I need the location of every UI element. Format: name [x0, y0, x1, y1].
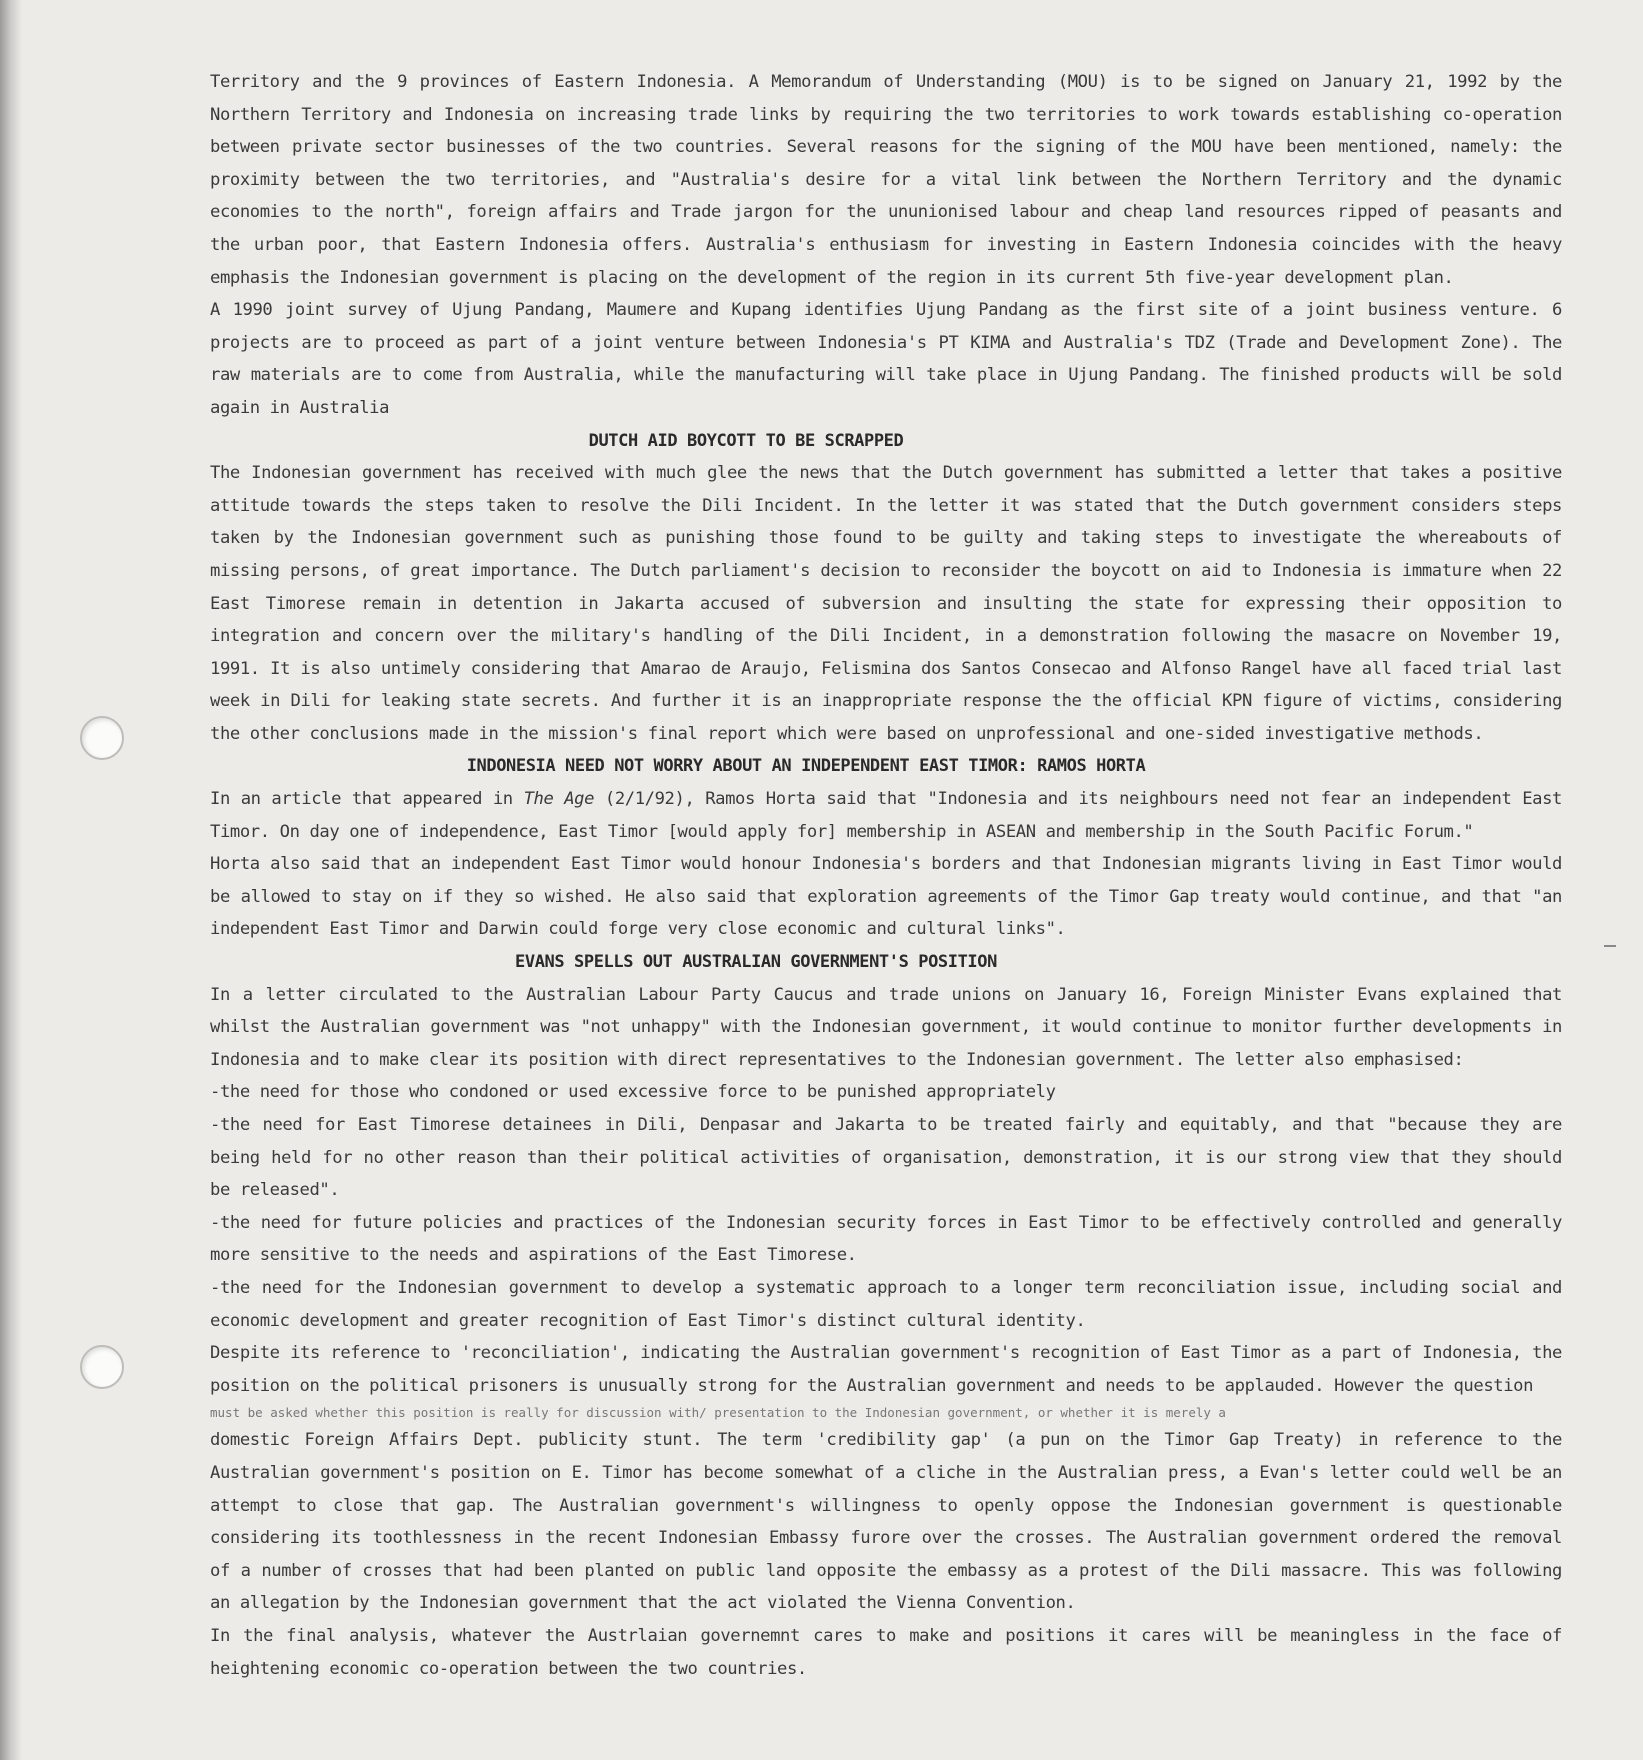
- evans-paragraph: In a letter circulated to the Australian Labour Party Caucus and trade unions on January 16, Foreign Minister Evans explained that whilst the Australian government was "not unhappy" with the Indonesian government, it would continue to monitor further developments in Indonesia and to make clear its position with direct representatives to the Indonesian government. The letter also emphasised:: [210, 984, 1562, 1070]
- closing-paragraph: In the final analysis, whatever the Austrlaian governemnt cares to make and positions it cares will be meaningless in the face of heightening economic co-operation between the two countries.: [210, 1625, 1562, 1679]
- intro-paragraph: A 1990 joint survey of Ujung Pandang, Maumere and Kupang identifies Ujung Pandang as the first site of a joint business venture. 6 projects are to proceed as part of a joint venture between Indonesia's PT KIMA and Australia's TDZ (Trade and Development Zone). The raw materials are to come from Australia, while the manufacturing will take place in Ujung Pandang. The finished products will be sold again in Australia: [210, 300, 1562, 418]
- bullet-item: -the need for those who condoned or used excessive force to be punished appropriately: [210, 1082, 1056, 1103]
- horta-paragraph: Horta also said that an independent East Timor would honour Indonesia's borders and that Indonesian migrants living in East Timor would be allowed to stay on if they so wished. He also said that exploration agreements of the Timor Gap treaty would continue, and that "an independent East Timor and Darwin could forge very close economic and cultural links".: [210, 854, 1562, 940]
- bullet-item: -the need for future policies and practices of the Indonesian security forces in East Timor to be effectively controlled and generally more sensitive to the needs and aspirations of the East Timorese.: [210, 1212, 1562, 1266]
- intro-paragraph: Territory and the 9 provinces of Eastern Indonesia. A Memorandum of Understanding (MOU) is to be signed on January 21, 1992 by the Northern Territory and Indonesia on increasing trade links by requiring the two territories to work towards establishing co-operation between private sector businesses of the two countries. Several reasons for the signing of the MOU have been mentioned, namely: the proximity between the two territories, and "Australia's desire for a vital link between the Northern Territory and the dynamic economies to the north", foreign affairs and Trade jargon for the ununionised labour and cheap land resources ripped of peasants and the urban poor, that Eastern Indonesia offers. Australia's enthusiasm for investing in Eastern Indonesia coincides with the heavy emphasis the Indonesian government is placing on the development of the region in its current 5th five-year development plan.: [210, 72, 1562, 288]
- horta-paragraph: In an article that appeared in The Age (2/1/92), Ramos Horta said that "Indonesia and its neighbours need not fear an independent East Timor. On day one of independence, East Timor [would apply for] membership in ASEAN and membership in the South Pacific Forum.": [210, 789, 1562, 842]
- section-heading: DUTCH AID BOYCOTT TO BE SCRAPPED: [588, 430, 904, 451]
- bullet-item: -the need for East Timorese detainees in Dili, Denpasar and Jakarta to be treated fairly and equitably, and that "because they are being held for no other reason than their political activities of organisation, demonstration, it is our strong view that they should be released".: [210, 1115, 1562, 1201]
- bullet-item: -the need for the Indonesian government to develop a systematic approach to a longer term reconciliation issue, including social and economic development and greater recognition of East Timor's distinct cultural identity.: [210, 1277, 1562, 1331]
- section-heading: INDONESIA NEED NOT WORRY ABOUT AN INDEPENDENT EAST TIMOR: RAMOS HORTA: [466, 756, 1146, 777]
- binding-edge-shadow: [0, 0, 22, 1760]
- document-body: [210, 66, 1562, 1685]
- evans-paragraph: Despite its reference to 'reconciliation', indicating the Australian government's recognition of East Timor as a part of Indonesia, the position on the political prisoners is unusually strong for the Australian government and needs to be applauded. However the question: [210, 1343, 1562, 1396]
- publication-title: The Age: [523, 789, 595, 810]
- garbled-line: must be asked whether this position is really for discussion with/ presentation to the Indonesian government, or whether it is merely a: [210, 1405, 1226, 1421]
- margin-mark: [1604, 945, 1616, 947]
- punch-hole: [80, 1345, 124, 1389]
- dutch-paragraph: The Indonesian government has received with much glee the news that the Dutch government has submitted a letter that takes a positive attitude towards the steps taken to resolve the Dili Incident. In the letter it was stated that the Dutch government considers steps taken by the Indonesian government such as punishing those found to be guilty and taking steps to investigate the whereabouts of missing persons, of great importance. The Dutch parliament's decision to reconsider the boycott on aid to Indonesia is immature when 22 East Timorese remain in detention in Jakarta accused of subversion and insulting the state for expressing their opposition to integration and concern over the military's handling of the Dili Incident, in a demonstration following the masacre on November 19, 1991. It is also untimely considering that Amarao de Araujo, Felismina dos Santos Consecao and Alfonso Rangel have all faced trial last week in Dili for leaking state secrets. And further it is an inappropriate response the the official KPN figure of victims, considering the other conclusions made in the mission's final report which were based on unprofessional and one-sided investigative methods.: [210, 463, 1562, 744]
- evans-paragraph: domestic Foreign Affairs Dept. publicity stunt. The term 'credibility gap' (a pun on the Timor Gap Treaty) in reference to the Australian government's position on E. Timor has become somewhat of a cliche in the Australian press, a Evan's letter could well be an attempt to close that gap. The Australian government's willingness to openly oppose the Indonesian government is questionable considering its toothlessness in the recent Indonesian Embassy furore over the crosses. The Australian government ordered the removal of a number of crosses that had been planted on public land opposite the embassy as a protest of the Dili massacre. This was following an allegation by the Indonesian government that the act violated the Vienna Convention.: [210, 1430, 1562, 1614]
- section-heading: EVANS SPELLS OUT AUSTRALIAN GOVERNMENT'S POSITION: [515, 952, 997, 973]
- punch-hole: [80, 716, 124, 760]
